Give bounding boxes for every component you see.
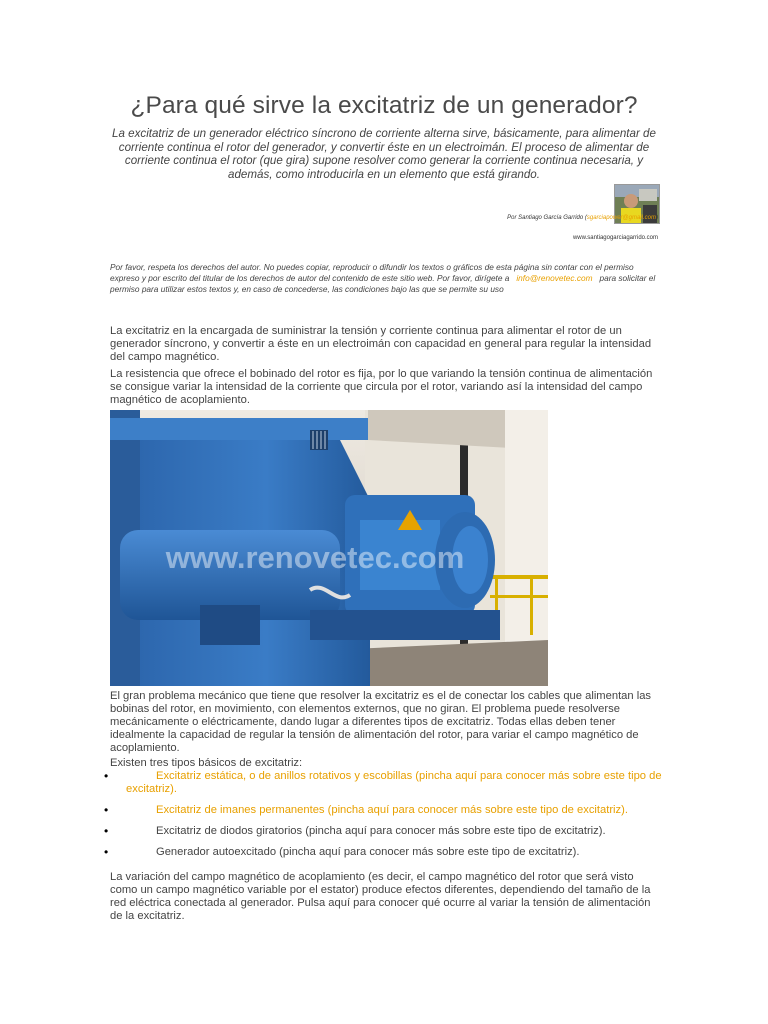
list-item-label: Generador autoexcitado (pincha aquí para conocer más sobre este tipo de excitatriz). [156,846,580,858]
generator-photo [110,410,548,686]
photo-watermark: www.renovetec.com [165,540,465,575]
byline-prefix: Por Santiago García Garrido ( [507,215,587,221]
list-item-generador-autoexcitado[interactable] [104,845,665,859]
excitatriz-types-list [104,769,665,859]
author-website: www.santiagogarciagarrido.com [572,235,658,241]
author-email-link[interactable]: sgarciapower@gmail.com [586,215,656,221]
bullet-icon: • [104,803,109,817]
byline-suffix: ) [656,215,658,221]
paragraph-resistencia: La resistencia que ofrece el bobinado del rotor es fija, por lo que variando la tensión continua de alimentación se consigue variar la intensidad de la corriente que circula por el rotor, variando así la intensidad del campo magnético de acoplamiento. [110,368,653,406]
list-item-label: Excitatriz de imanes permanentes (pincha aquí para conocer más sobre este tipo de excitatriz). [156,804,628,816]
rights-text-after: para solicitar el permiso para utilizar estos textos y, en caso de concederse, las condiciones bajo las que se permite su uso [110,273,656,294]
rights-email-link[interactable]: info@renovetec.com [516,273,593,283]
copyright-notice [110,262,660,295]
bullet-icon: • [104,769,109,783]
list-item-label: Excitatriz de diodos giratorios (pincha aquí para conocer más sobre este tipo de excitatriz). [156,825,606,837]
page-title: ¿Para qué sirve la excitatriz de un generador? [130,92,638,119]
rights-text-before: Por favor, respeta los derechos del autor. No puedes copiar, reproducir o difundir los textos o gráficos de esta página sin contar con el permiso expreso y por escrito del titular de los derechos de autor del contenido de este sitio web. Por favor, dirígete a [110,262,634,283]
bullet-icon: • [104,824,109,838]
list-item-diodos-giratorios[interactable] [104,824,665,838]
paragraph-problema-mecanico: El gran problema mecánico que tiene que resolver la excitatriz es el de conectar los cables que alimentan las bobinas del rotor, en movimiento, con elementos externos, que no giran. El problema puede resolverse mecánicamente o eléctricamente, dando lugar a diferentes tipos de excitatriz. Todas ellas deben tener idealmente la capacidad de regular la tensión de alimentación del rotor, para variar el campo magnético de acoplamiento. [110,690,652,754]
author-byline [507,215,658,221]
bullet-icon: • [104,845,109,859]
paragraph-variacion-campo: La variación del campo magnético de acoplamiento (es decir, el campo magnético del rotor que será visto como un campo magnético variable por el estator) produce efectos diferentes, dependiendo del tamaño de la red eléctrica conectada al generador. Pulsa aquí para conocer qué ocurre al variar la tensión de alimentación de la excitatriz. [110,871,651,922]
list-item-imanes-permanentes[interactable] [104,803,665,817]
list-item-excitatriz-estatica[interactable] [104,769,665,796]
paragraph-tipos-intro: Existen tres tipos básicos de excitatriz: [110,757,303,769]
list-item-label: Excitatriz estática, o de anillos rotativos y escobillas (pincha aquí para conocer más sobre este tipo de excitatriz). [126,770,662,795]
intro-paragraph: La excitatriz de un generador eléctrico síncrono de corriente alterna sirve, básicamente, para alimentar de corriente continua el rotor del generador, y convertir éste en un electroimán. El proceso de alimentar de corriente continua el rotor (que gira) supone resolver como generar la corriente continua necesaria, y además, como introducirla en un elemento que está girando. [112,127,656,181]
paragraph-intro-excitatriz: La excitatriz en la encargada de suministrar la tensión y corriente continua para alimentar el rotor de un generador síncrono, y convertir a éste en un electroimán con capacidad en general para regular la intensidad del campo magnético. [110,325,652,363]
